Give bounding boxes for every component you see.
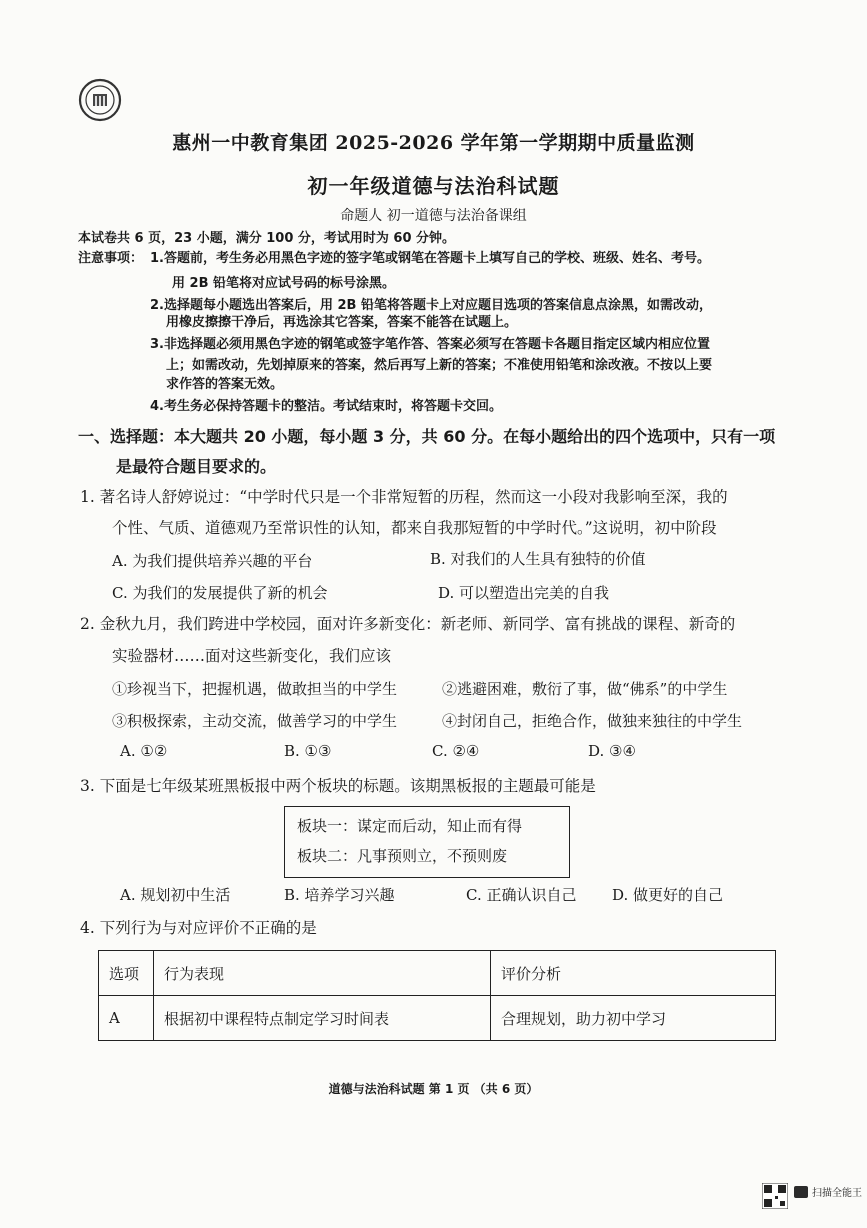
q4-table [98, 950, 776, 1041]
q3-option-d: D. 做更好的自己 [612, 886, 724, 904]
q3-option-b: B. 培养学习兴趣 [284, 886, 395, 904]
section-heading [78, 422, 798, 482]
note-line: 1.答题前，考生务必用黑色字迹的签字笔或钢笔在答题卡上填写自己的学校、班级、姓名、考号。 [150, 251, 710, 266]
section-heading-line1: 一、选择题：本大题共 20 小题，每小题 3 分，共 60 分。在每小题给出的四个选项中，只有一项 [78, 427, 776, 446]
note-line: 用 2B 铅笔将对应试号码的标号涂黑。 [172, 276, 396, 291]
q3-option-c: C. 正确认识自己 [466, 886, 577, 904]
exam-title: 惠州一中教育集团 2025-2026 学年第一学期期中质量监测 [172, 132, 695, 154]
exam-author: 命题人 初一道德与法治备课组 [340, 208, 527, 224]
table-cell: 根据初中课程特点制定学习时间表 [154, 996, 491, 1041]
q3-option-a: A. 规划初中生活 [120, 886, 231, 904]
watermark-label: 扫描全能王 [812, 1188, 862, 1199]
q1-option-a: A. 为我们提供培养兴趣的平台 [112, 552, 313, 570]
scanner-watermark [762, 1180, 862, 1212]
note-line: 求作答的答案无效。 [166, 377, 284, 392]
table-header-cell: 行为表现 [154, 951, 491, 996]
camscanner-logo-icon [794, 1186, 808, 1198]
q2-statement-1: ①珍视当下，把握机遇，做敢担当的中学生 [112, 680, 398, 698]
page-footer: 道德与法治科试题 第 1 页 （共 6 页） [328, 1082, 539, 1096]
q2-option-b: B. ①③ [284, 742, 332, 760]
notes-label: 注意事项： [78, 251, 144, 266]
note-line: 用橡皮擦擦干净后，再选涂其它答案，答案不能答在试题上。 [166, 315, 518, 330]
q2-option-a: A. ①② [120, 742, 168, 760]
table-cell: A [99, 996, 154, 1041]
box-title-2: 板块二：凡事预则立，不预则废 [297, 847, 508, 865]
table-cell: 合理规划，助力初中学习 [491, 996, 776, 1041]
q1-stem-line1: 1. 著名诗人舒婷说过：“中学时代只是一个非常短暂的历程，然而这一小段对我影响至深，我的 [80, 488, 728, 506]
q2-statement-3: ③积极探索，主动交流，做善学习的中学生 [112, 712, 398, 730]
note-line: 3.非选择题必须用黑色字迹的钢笔或签字笔作答、答案必须写在答题卡各题目指定区域内相应位置 [150, 337, 710, 352]
qr-code-icon [762, 1183, 788, 1209]
q1-option-b: B. 对我们的人生具有独特的价值 [430, 550, 646, 568]
q2-stem-line1: 2. 金秋九月，我们跨进中学校园，面对许多新变化：新老师、新同学、富有挑战的课程、新奇的 [80, 615, 736, 633]
blackboard-box [284, 806, 570, 878]
exam-info: 本试卷共 6 页，23 小题，满分 100 分，考试用时为 60 分钟。 [78, 231, 456, 246]
q4-stem: 4. 下列行为与对应评价不正确的是 [80, 919, 317, 937]
school-seal-logo [78, 78, 122, 122]
note-line: 2.选择题每小题选出答案后，用 2B 铅笔将答题卡上对应题目选项的答案信息点涂黑，如需改动， [150, 298, 712, 313]
note-line: 上；如需改动，先划掉原来的答案，然后再写上新的答案；不准使用铅笔和涂改液。不按以上要 [166, 358, 713, 373]
table-header-row [99, 951, 776, 996]
q1-option-d: D. 可以塑造出完美的自我 [438, 584, 610, 602]
box-title-1: 板块一：谋定而后动，知止而有得 [297, 817, 523, 835]
note-line: 4.考生务必保持答题卡的整洁。考试结束时，将答题卡交回。 [150, 399, 502, 414]
table-header-cell: 评价分析 [491, 951, 776, 996]
section-heading-line2: 是最符合题目要求的。 [116, 457, 277, 476]
q2-option-c: C. ②④ [432, 742, 480, 760]
q2-statement-4: ④封闭自己，拒绝合作，做独来独往的中学生 [442, 712, 743, 730]
q2-stem-line2: 实验器材……面对这些新变化，我们应该 [112, 647, 392, 665]
exam-subtitle: 初一年级道德与法治科试题 [307, 174, 560, 198]
q3-stem: 3. 下面是七年级某班黑板报中两个板块的标题。该期黑板报的主题最可能是 [80, 777, 596, 795]
table-row [99, 996, 776, 1041]
q2-statement-2: ②逃避困难，敷衍了事，做“佛系”的中学生 [442, 680, 728, 698]
q1-option-c: C. 为我们的发展提供了新的机会 [112, 584, 328, 602]
table-header-cell: 选项 [99, 951, 154, 996]
q2-option-d: D. ③④ [588, 742, 636, 760]
q1-stem-line2: 个性、气质、道德观乃至常识性的认知，都来自我那短暂的中学时代。”这说明，初中阶段 [112, 519, 717, 537]
